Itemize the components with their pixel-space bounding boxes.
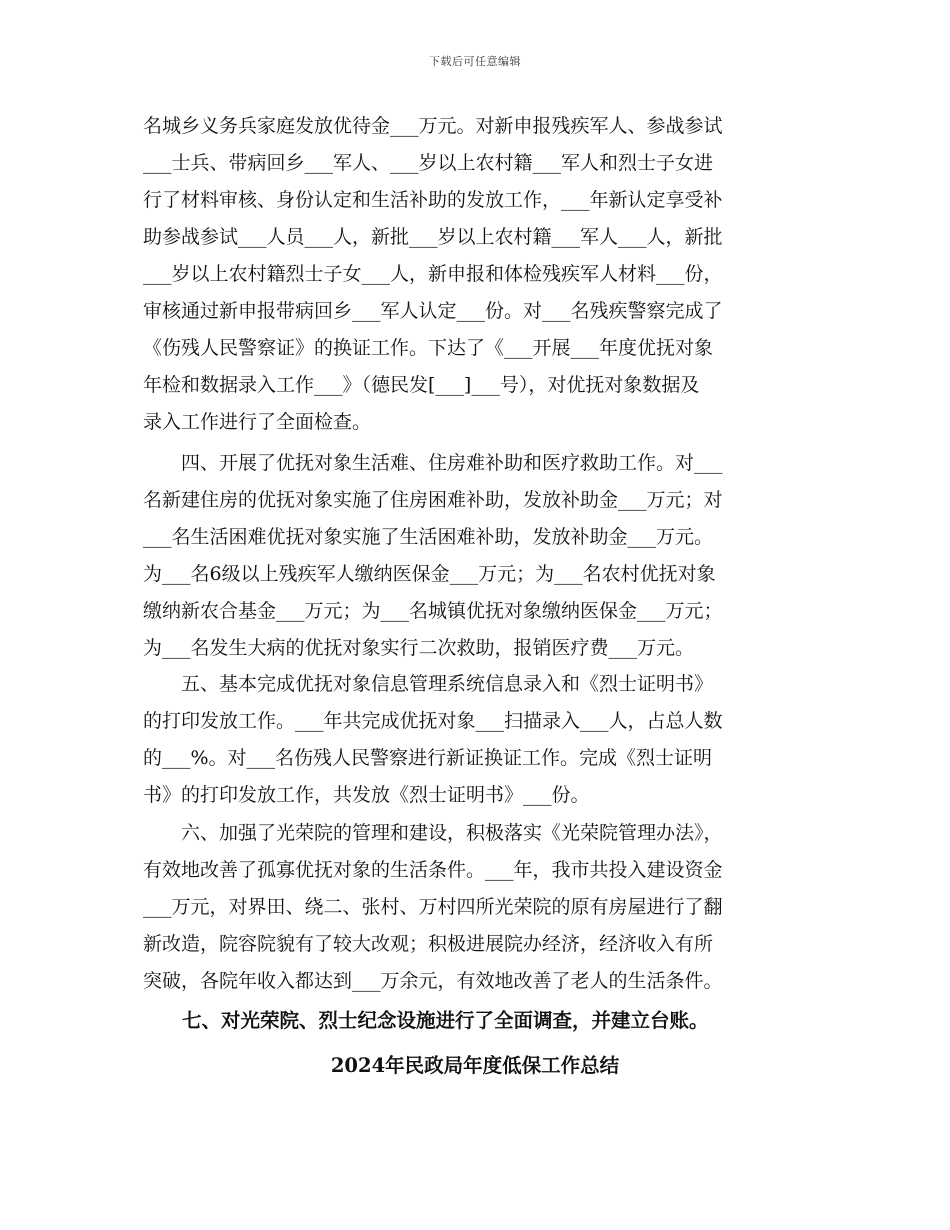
body-line: 行了材料审核、身份认定和生活补助的发放工作，___年新认定享受补	[143, 189, 723, 211]
body-line: 六、加强了光荣院的管理和建设，积极落实《光荣院管理办法》，	[143, 822, 723, 844]
section-heading: 七、对光荣院、烈士纪念设施进行了全面调查，并建立台账。	[143, 1009, 709, 1032]
body-line: 审核通过新申报带病回乡___军人认定___份。对___名残疾警察完成了	[143, 300, 723, 322]
body-line: ___名生活困难优抚对象实施了生活困难补助，发放补助金___万元。	[143, 526, 714, 548]
body-line: ___岁以上农村籍烈士子女___人，新申报和体检残疾军人材料___份，	[143, 263, 723, 285]
document-title: 2024年民政局年度低保工作总结	[330, 1054, 620, 1077]
body-line: 缴纳新农合基金___万元；为___名城镇优抚对象缴纳医保金___万元；	[143, 600, 723, 622]
body-line: 《伤残人民警察证》的换证工作。下达了《___开展___年度优抚对象	[143, 337, 714, 359]
body-line: 助参战参试___人员___人，新批___岁以上农村籍___军人___人，新批	[143, 226, 723, 248]
body-line: 突破，各院年收入都达到___万余元，有效地改善了老人的生活条件。	[143, 970, 723, 992]
page-header: 下载后可任意编辑	[429, 55, 521, 68]
body-line: 的___%。对___名伤残人民警察进行新证换证工作。完成《烈士证明	[143, 747, 713, 769]
body-line: 录入工作进行了全面检查。	[143, 411, 372, 433]
body-line: 名城乡义务兵家庭发放优待金___万元。对新申报残疾军人、参战参试	[143, 115, 723, 137]
body-line: 年检和数据录入工作___》（德民发[___]___号），对优抚对象数据及	[143, 374, 700, 396]
body-line: 四、开展了优抚对象生活难、住房难补助和医疗救助工作。对___	[143, 452, 723, 474]
body-line: 为___名6级以上残疾军人缴纳医保金___万元；为___名农村优抚对象	[143, 563, 716, 585]
body-line: 的打印发放工作。___年共完成优抚对象___扫描录入___人，占总人数	[143, 710, 723, 732]
body-line: ___万元，对界田、绕二、张村、万村四所光荣院的原有房屋进行了翻	[143, 896, 723, 918]
body-line: 名新建住房的优抚对象实施了住房困难补助，发放补助金___万元；对	[143, 489, 723, 511]
body-line: 为___名发生大病的优抚对象实行二次救助，报销医疗费___万元。	[143, 637, 695, 659]
body-line: 新改造，院容院貌有了较大改观；积极进展院办经济，经济收入有所	[143, 933, 714, 955]
body-line: 书》的打印发放工作，共发放《烈士证明书》___份。	[143, 784, 590, 806]
body-line: ___士兵、带病回乡___军人、___岁以上农村籍___军人和烈士子女进	[143, 152, 714, 174]
body-line: 有效地改善了孤寡优抚对象的生活条件。___年，我市共投入建设资金	[143, 859, 723, 881]
body-line: 五、基本完成优抚对象信息管理系统信息录入和《烈士证明书》	[143, 673, 714, 695]
